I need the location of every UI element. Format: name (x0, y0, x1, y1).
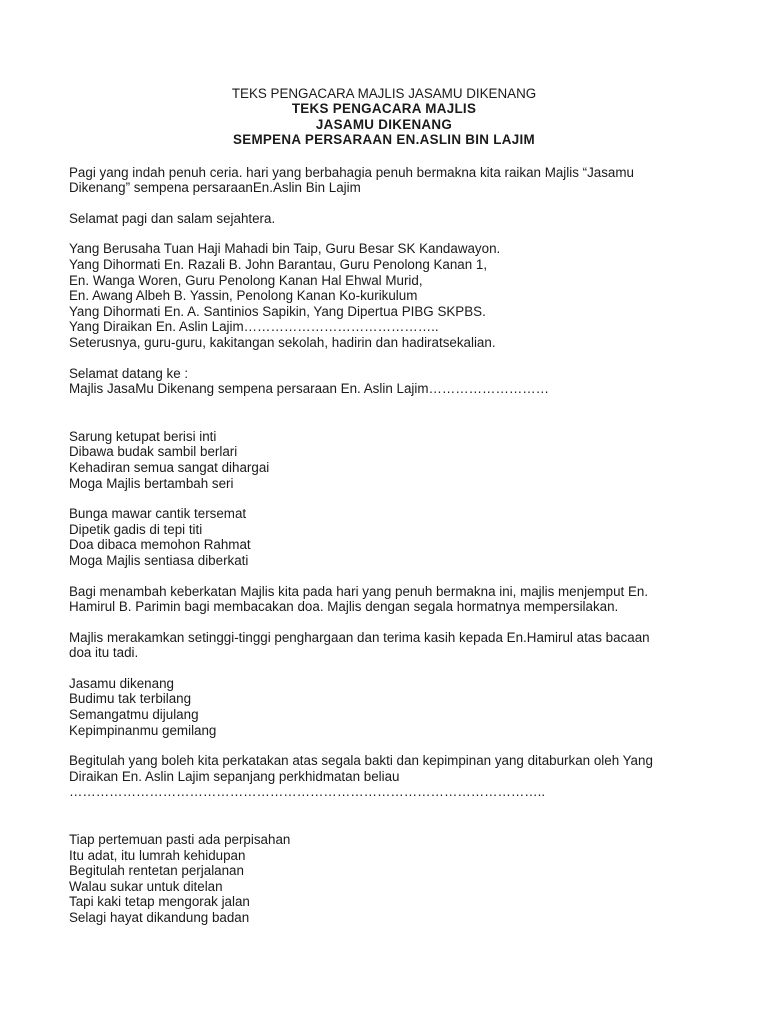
verse-line: Begitulah rentetan perjalanan (69, 863, 244, 879)
verse-line: Selagi hayat dikandung badan (69, 910, 250, 925)
intro-paragraph (69, 165, 709, 196)
verse-line: Moga Majlis sentiasa diberkati (69, 552, 249, 568)
verse-line: Kehadiran semua sangat dihargai (69, 459, 270, 475)
text-line: Seterusnya, guru-guru, kakitangan sekolah, hadirin dan hadiratsekalian. (69, 334, 496, 350)
greeting-paragraph (69, 211, 709, 227)
text-line: En. Awang Albeh B. Yassin, Penolong Kanan Ko-kurikulum (69, 288, 418, 304)
pantun-1 (69, 429, 709, 491)
text-line: Majlis merakamkan setinggi-tinggi penghargaan dan terima kasih kepada En.Hamirul atas bacaan (69, 629, 650, 645)
text-line: Yang Berusaha Tuan Haji Mahadi bin Taip, Guru Besar SK Kandawayon. (69, 241, 501, 257)
verse-line: Budimu tak terbilang (69, 691, 192, 707)
verse-line: Bunga mawar cantik tersemat (69, 506, 247, 522)
verse-line: Semangatmu dijulang (69, 707, 199, 723)
verse-line: Jasamu dikenang (69, 675, 174, 691)
text-line: Hamirul B. Parimin bagi membacakan doa. Majlis dengan segala hormatnya mempersilakan. (69, 599, 619, 615)
verse-line: Itu adat, itu lumrah kehidupan (69, 847, 246, 863)
pantun-3 (69, 676, 709, 738)
text-line: Dikenang” sempena persaraanEn.Aslin Bin Lajim (69, 180, 361, 196)
verse-line: Tapi kaki tetap mengorak jalan (69, 894, 250, 910)
text-line: Diraikan En. Aslin Lajim sepanjang perkhidmatan beliau (69, 768, 400, 784)
text-line: Yang Dihormati En. Razali B. John Barantau, Guru Penolong Kanan 1, (69, 257, 488, 272)
text-line: Selamat pagi dan salam sejahtera. (69, 210, 276, 226)
closing-paragraph (69, 753, 709, 800)
title-block (0, 86, 768, 148)
verse-line: Kepimpinanmu gemilang (69, 722, 217, 738)
text-line: …………………………………………………………………………………………….. (69, 784, 546, 800)
text-line: Begitulah yang boleh kita perkatakan atas segala bakti dan kepimpinan yang ditaburkan oleh Yang (69, 753, 653, 769)
text-line: Selamat datang ke : (69, 365, 189, 381)
subtitle-line-1: TEKS PENGACARA MAJLIS (291, 101, 477, 117)
text-line: Majlis JasaMu Dikenang sempena persaraan En. Aslin Lajim……………………… (69, 381, 550, 397)
text-line: Pagi yang indah penuh ceria. hari yang berbahagia penuh bermakna kita raikan Majlis “Jasamu (69, 164, 634, 180)
welcome-paragraph (69, 366, 709, 397)
verse-line: Walau sukar untuk ditelan (69, 878, 223, 894)
text-line: Yang Diraikan En. Aslin Lajim…………………………………….. (69, 319, 439, 335)
subtitle-line-3: SEMPENA PERSARAAN EN.ASLIN BIN LAJIM (233, 132, 535, 148)
salutations-paragraph (69, 241, 709, 350)
text-line: Yang Dihormati En. A. Santinios Sapikin, Yang Dipertua PIBG SKPBS. (69, 303, 486, 319)
pantun-2 (69, 506, 709, 568)
text-line: doa itu tadi. (69, 645, 139, 661)
verse-line: Doa dibaca memohon Rahmat (69, 537, 251, 553)
subtitle-line-2: JASAMU DIKENANG (315, 116, 453, 132)
page-title: TEKS PENGACARA MAJLIS JASAMU DIKENANG (231, 86, 537, 101)
doa-invite-paragraph (69, 584, 709, 615)
document-body (69, 86, 709, 926)
verse-line: Sarung ketupat berisi inti (69, 428, 217, 444)
verse-line: Dipetik gadis di tepi titi (69, 521, 203, 537)
thanks-paragraph (69, 630, 709, 661)
text-line: Bagi menambah keberkatan Majlis kita pada hari yang penuh bermakna ini, majlis menjemput En. (69, 583, 649, 599)
verse-line: Moga Majlis bertambah seri (69, 475, 234, 491)
verse-line: Dibawa budak sambil berlari (69, 444, 238, 460)
text-line: En. Wanga Woren, Guru Penolong Kanan Hal Ehwal Murid, (69, 272, 423, 288)
verse-line: Tiap pertemuan pasti ada perpisahan (69, 832, 291, 848)
pantun-4 (69, 832, 709, 926)
